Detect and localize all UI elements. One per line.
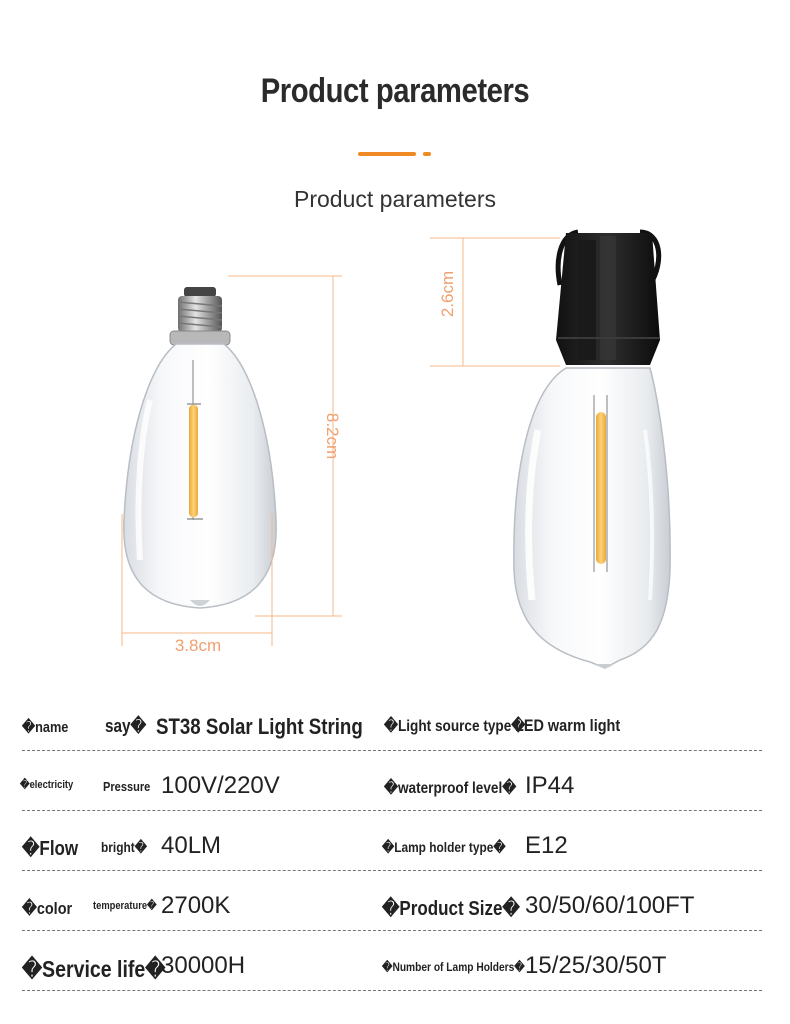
title-underline-bar	[358, 152, 416, 156]
width-label: 3.8cm	[174, 636, 222, 655]
param-label: �Number of Lamp Holders�	[382, 960, 525, 974]
param-label: say�	[105, 716, 147, 736]
param-value: 30/50/60/100FT	[525, 892, 695, 919]
param-value: 100V/220V	[161, 772, 280, 799]
param-label: Pressure	[103, 779, 151, 794]
holder-height-label: 2.6cm	[438, 270, 457, 318]
param-value: 30000H	[161, 952, 246, 979]
product-illustration	[0, 220, 790, 690]
param-label: �Service life�	[22, 956, 166, 982]
param-row	[22, 872, 762, 931]
param-label: temperature�	[93, 900, 157, 912]
param-row	[22, 752, 762, 811]
page-title: Product parameters	[260, 72, 530, 110]
param-row	[22, 692, 762, 751]
title-underline-dot	[423, 152, 431, 156]
param-value: E12	[525, 832, 568, 859]
param-value: 15/25/30/50T	[525, 952, 667, 979]
param-value: LED warm light	[515, 716, 621, 735]
param-value: IP44	[525, 772, 575, 799]
param-label: �name	[22, 719, 69, 736]
param-value: 2700K	[161, 892, 231, 919]
section-subtitle: Product parameters	[294, 186, 496, 212]
height-label: 8.2cm	[323, 412, 342, 460]
bulb-left	[124, 287, 276, 608]
param-label: �Lamp holder type�	[382, 839, 506, 855]
param-row	[22, 812, 762, 871]
param-label: �color	[22, 899, 73, 918]
param-label: �Light source type�	[384, 718, 526, 735]
param-value: ST38 Solar Light String	[156, 714, 363, 739]
param-value: 40LM	[161, 832, 222, 859]
param-label: bright�	[101, 839, 147, 855]
bulb-right	[514, 232, 670, 668]
param-label: �waterproof level�	[384, 780, 517, 797]
param-label: �electricity	[20, 779, 74, 791]
param-row	[22, 932, 762, 991]
param-label: �Product Size�	[382, 898, 520, 920]
param-label: �Flow	[22, 838, 79, 860]
